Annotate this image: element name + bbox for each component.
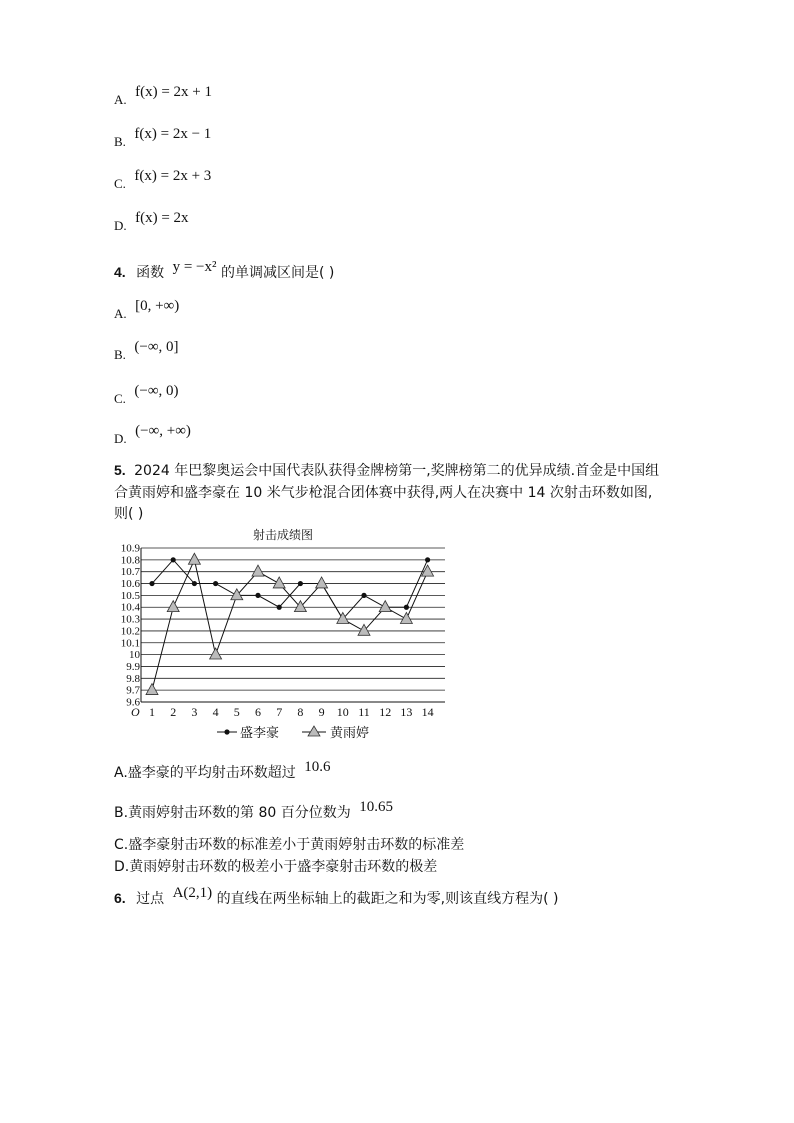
x-tick-label: 2 — [170, 705, 177, 719]
option-expression: f(x) = 2x — [135, 210, 189, 226]
q4-option-a[interactable] — [114, 298, 180, 323]
x-tick-label: 13 — [400, 705, 413, 719]
option-expression: (−∞, +∞) — [135, 423, 191, 439]
chart-svg — [112, 525, 457, 745]
y-tick-label: 10.1 — [120, 637, 140, 650]
q3-option-d[interactable] — [114, 210, 189, 235]
y-tick-label: 9.9 — [126, 660, 140, 673]
question-5-line3: 则( ) — [114, 506, 144, 522]
option-expression: (−∞, 0] — [134, 339, 179, 355]
option-label: B. — [114, 347, 126, 362]
x-tick-label: 8 — [297, 705, 304, 719]
data-point-huang — [379, 601, 391, 612]
option-text: 盛李豪的平均射击环数超过 — [127, 765, 296, 781]
y-tick-label: 10.7 — [120, 566, 140, 579]
x-tick-label: 7 — [276, 705, 283, 719]
question-text: 的直线在两坐标轴上的截距之和为零,则该直线方程为( ) — [216, 891, 559, 907]
data-point-huang — [188, 553, 200, 564]
data-point-sheng — [213, 581, 218, 586]
data-point-sheng — [277, 605, 282, 610]
x-tick-label: 12 — [379, 705, 392, 719]
data-point-huang — [316, 577, 328, 588]
data-point-sheng — [298, 581, 303, 586]
option-text: 黄雨婷射击环数的极差小于盛李豪射击环数的极差 — [129, 859, 438, 875]
data-point-huang — [400, 612, 412, 623]
data-point-sheng — [149, 581, 154, 586]
question-number: 6. — [114, 890, 126, 906]
data-point-sheng — [404, 605, 409, 610]
x-tick-label: 11 — [358, 705, 370, 719]
option-label: D. — [114, 859, 130, 875]
question-6 — [114, 885, 559, 908]
option-value: 10.65 — [359, 799, 393, 815]
q4-option-c[interactable] — [114, 383, 179, 408]
question-expression: A(2,1) — [172, 885, 213, 901]
data-point-sheng — [425, 557, 430, 562]
legend-marker-huang — [308, 726, 320, 736]
q4-option-d[interactable] — [114, 423, 191, 448]
origin-label: O — [131, 705, 140, 719]
y-tick-label: 10.8 — [120, 554, 140, 567]
y-tick-label: 10.4 — [120, 601, 140, 614]
option-expression: f(x) = 2x + 1 — [135, 84, 212, 100]
y-tick-label: 10.3 — [120, 613, 140, 626]
option-label: A. — [114, 306, 127, 321]
shooting-score-chart — [112, 525, 457, 745]
q3-option-c[interactable] — [114, 168, 212, 193]
data-point-sheng — [361, 593, 366, 598]
y-tick-label: 10.6 — [120, 578, 140, 591]
x-tick-label: 3 — [191, 705, 198, 719]
option-expression: f(x) = 2x + 3 — [134, 168, 212, 184]
question-5-line2: 合黄雨婷和盛李豪在 10 米气步枪混合团体赛中获得,两人在决赛中 14 次射击环数如图, — [114, 485, 653, 501]
y-tick-label: 10.5 — [120, 589, 140, 602]
option-value: 10.6 — [304, 759, 331, 775]
q5-option-a[interactable] — [114, 759, 331, 782]
x-tick-label: 6 — [255, 705, 261, 719]
data-point-huang — [252, 565, 264, 576]
data-point-sheng — [192, 581, 197, 586]
option-expression: (−∞, 0) — [134, 383, 179, 399]
q5-option-c[interactable] — [114, 834, 464, 854]
x-tick-label: 9 — [318, 705, 325, 719]
y-tick-label: 10.9 — [120, 542, 140, 555]
q3-option-a[interactable] — [114, 84, 212, 109]
x-tick-label: 4 — [212, 705, 219, 719]
data-point-huang — [167, 601, 179, 612]
x-tick-label: 5 — [233, 705, 240, 719]
question-text: 函数 — [136, 265, 165, 281]
data-point-sheng — [255, 593, 260, 598]
option-label: A. — [114, 765, 128, 781]
legend-label-sheng: 盛李豪 — [240, 725, 280, 740]
question-text: 的单调减区间是( ) — [220, 265, 335, 281]
question-4 — [114, 259, 335, 282]
question-text: 过点 — [136, 891, 165, 907]
series-line-2 — [152, 560, 428, 690]
x-tick-label: 10 — [336, 705, 349, 719]
option-expression: [0, +∞) — [135, 298, 180, 314]
question-number: 4. — [114, 264, 126, 280]
data-point-huang — [422, 565, 434, 576]
data-point-huang — [210, 648, 222, 659]
q5-option-b[interactable] — [114, 799, 393, 822]
option-label: C. — [114, 176, 126, 191]
q3-option-b[interactable] — [114, 126, 212, 151]
option-label: B. — [114, 805, 129, 821]
question-5 — [114, 460, 659, 480]
q4-option-b[interactable] — [114, 339, 179, 364]
chart-title: 射击成绩图 — [252, 528, 314, 542]
y-tick-label: 10 — [129, 649, 140, 662]
question-text-line1: 2024 年巴黎奥运会中国代表队获得金牌榜第一,奖牌榜第二的优异成绩.首金是中国组 — [134, 463, 660, 479]
y-tick-label: 9.6 — [126, 696, 140, 709]
y-tick-label: 9.7 — [126, 684, 140, 697]
data-point-huang — [273, 577, 285, 588]
question-expression: y = −x² — [172, 259, 217, 275]
x-tick-label: 14 — [421, 705, 434, 719]
y-tick-label: 9.8 — [126, 672, 140, 685]
option-text: 盛李豪射击环数的标准差小于黄雨婷射击环数的标准差 — [128, 837, 465, 853]
option-label: C. — [114, 391, 126, 406]
option-label: C. — [114, 837, 129, 853]
option-expression: f(x) = 2x − 1 — [134, 126, 212, 142]
legend-label-huang: 黄雨婷 — [330, 725, 370, 740]
option-text: 黄雨婷射击环数的第 80 百分位数为 — [128, 805, 351, 821]
option-label: B. — [114, 134, 126, 149]
x-tick-label: 1 — [149, 705, 155, 719]
question-number: 5. — [114, 462, 126, 478]
legend-marker-sheng — [224, 729, 229, 734]
q5-option-d[interactable] — [114, 856, 437, 876]
option-label: D. — [114, 218, 127, 233]
data-point-sheng — [171, 557, 176, 562]
data-point-huang — [146, 684, 158, 695]
option-label: A. — [114, 92, 127, 107]
y-tick-label: 10.2 — [120, 625, 140, 638]
option-label: D. — [114, 431, 127, 446]
